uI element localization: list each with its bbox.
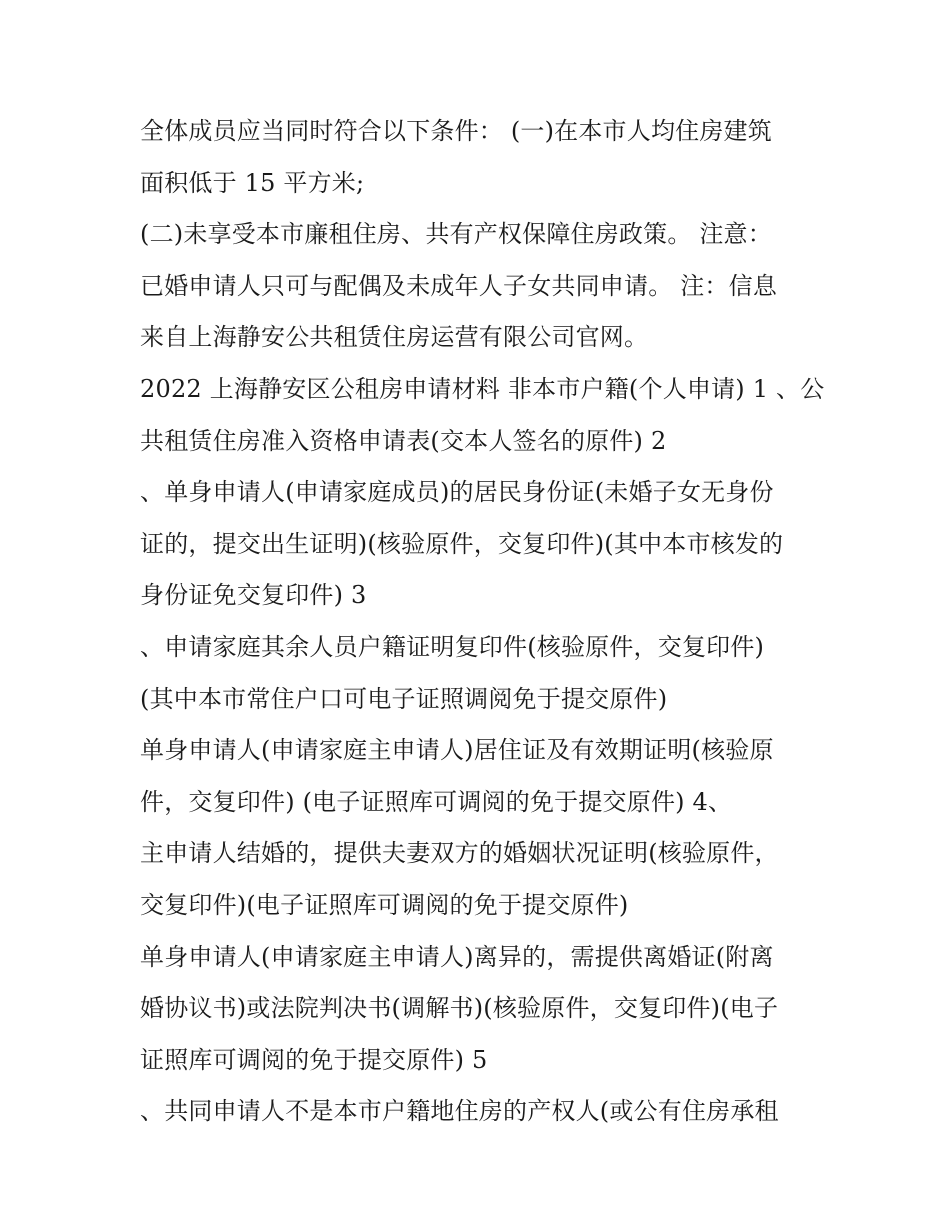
- text-line: 已婚申请人只可与配偶及未成年人子女共同申请。 注：信息: [140, 271, 778, 300]
- text-line: 单身申请人(申请家庭主申请人)居住证及有效期证明(核验原: [140, 736, 774, 765]
- text-line: 、共同申请人不是本市户籍地住房的产权人(或公有住房承租: [140, 1097, 779, 1126]
- text-line: 证的，提交出生证明)(核验原件，交复印件)(其中本市核发的: [140, 529, 784, 558]
- text-line: 、申请家庭其余人员户籍证明复印件(核验原件，交复印件): [140, 632, 765, 661]
- text-line: 面积低于 15 平方米;: [140, 168, 365, 197]
- text-line: 主申请人结婚的，提供夫妻双方的婚姻状况证明(核验原件，: [140, 839, 779, 868]
- text-line: 2022 上海静安区公租房申请材料 非本市户籍(个人申请) 1 、公: [140, 374, 825, 403]
- text-line: 证照库可调阅的免于提交原件) 5: [140, 1045, 488, 1074]
- text-line: 婚协议书)或法院判决书(调解书)(核验原件，交复印件)(电子: [140, 994, 779, 1023]
- text-line: 共租赁住房准入资格申请表(交本人签名的原件) 2: [140, 426, 667, 455]
- document-body: [140, 106, 825, 1138]
- text-line: 单身申请人(申请家庭主申请人)离异的，需提供离婚证(附离: [140, 942, 774, 971]
- text-line: 身份证免交复印件) 3: [140, 581, 367, 610]
- text-line: 全体成员应当同时符合以下条件： (一)在本市人均住房建筑: [140, 117, 772, 145]
- text-line: (二)未享受本市廉租住房、共有产权保障住房政策。 注意：: [140, 220, 772, 249]
- text-line: 来自上海静安公共租赁住房运营有限公司官网。: [140, 323, 649, 352]
- text-line: 件，交复印件) (电子证照库可调阅的免于提交原件) 4、: [140, 787, 733, 816]
- text-line: 、单身申请人(申请家庭成员)的居民身份证(未婚子女无身份: [140, 478, 774, 507]
- text-line: (其中本市常住户口可电子证照调阅免于提交原件): [140, 684, 668, 713]
- text-line: 交复印件)(电子证照库可调阅的免于提交原件): [140, 890, 629, 919]
